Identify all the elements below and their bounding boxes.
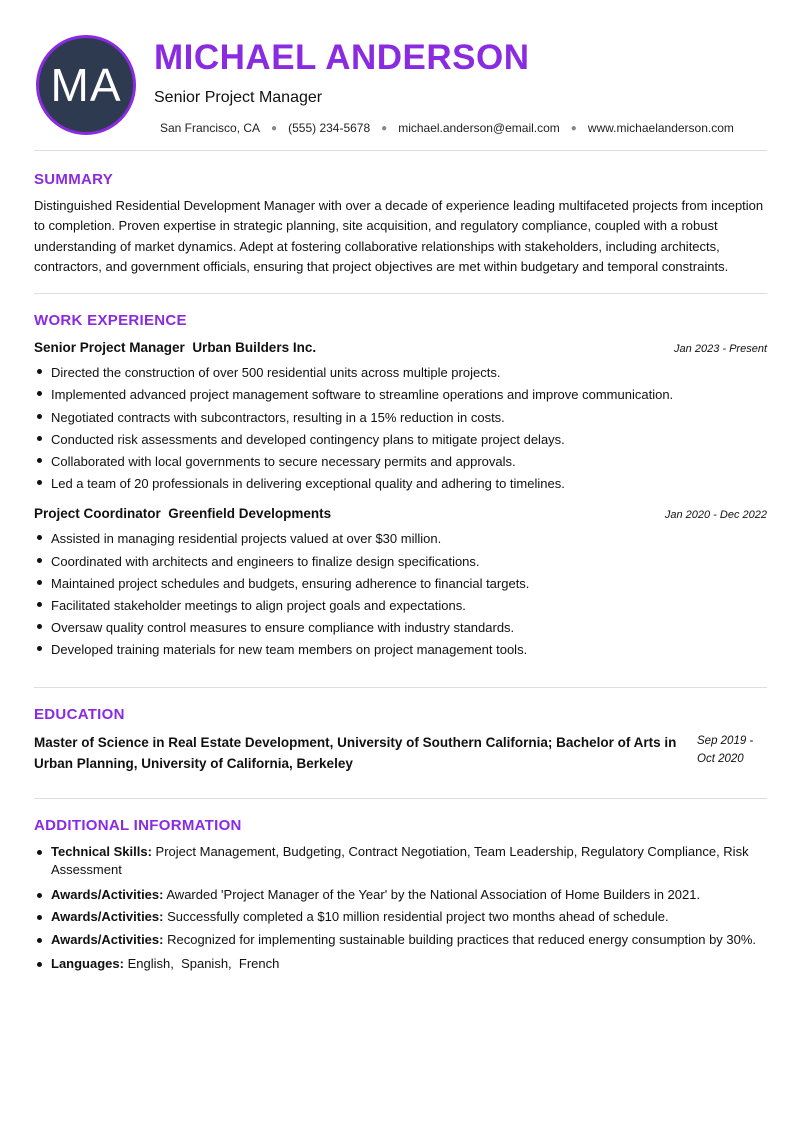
education-dates: Sep 2019 - Oct 2020 [697, 734, 754, 765]
job-role-line [34, 340, 316, 355]
section-heading: SUMMARY [34, 171, 114, 188]
job-role-line [34, 506, 331, 521]
list-item [34, 931, 767, 950]
job-role: Project Coordinator [34, 506, 161, 522]
item-label: Awards/Activities: [51, 931, 164, 947]
additional-list [34, 843, 767, 974]
experience-section [34, 294, 767, 686]
job-company: Greenfield Developments [168, 506, 332, 522]
list-item: Coordinated with architects and engineers to finalize design specifications. [34, 551, 767, 573]
summary-section [34, 151, 767, 293]
separator-dot-icon: ● [381, 122, 388, 134]
item-text: Recognized for implementing sustainable building practices that reduced energy consumption by 30%. [167, 931, 757, 947]
list-item: Maintained project schedules and budgets, ensuring adherence to financial targets. [34, 573, 767, 595]
separator-dot-icon: ● [271, 122, 278, 134]
candidate-title: Senior Project Manager [154, 89, 323, 106]
job-company: Urban Builders Inc. [192, 340, 317, 356]
job-bullets [34, 528, 767, 661]
list-item: Collaborated with local governments to secure necessary permits and approvals. [34, 451, 767, 473]
item-text: English, Spanish, French [127, 956, 280, 972]
summary-text: Distinguished Residential Development Manager with over a decade of experience leading multifaceted projects from inception to completion. Proven expertise in strategic planning, site acquisition, and regulatory compliance, coupled with a robust understanding of market dynamics. Adept at fostering collaborative relationships with stakeholders, including architects, contractors, and government officials, ensuring that project objectives are met within budgetary and temporal constraints. [34, 198, 764, 274]
job-header [34, 340, 767, 355]
item-label: Awards/Activities: [51, 886, 164, 902]
job-header [34, 506, 767, 521]
job-role: Senior Project Manager [34, 340, 185, 356]
separator-dot-icon: ● [570, 122, 577, 134]
education-entry [34, 732, 767, 774]
list-item: Oversaw quality control measures to ensure compliance with industry standards. [34, 617, 767, 639]
list-item [34, 955, 767, 974]
list-item [34, 886, 767, 905]
item-text: Successfully completed a $10 million residential project two months ahead of schedule. [167, 909, 669, 925]
candidate-name: MICHAEL ANDERSON [154, 38, 530, 77]
contact-website[interactable]: www.michaelanderson.com [587, 121, 734, 135]
contact-email[interactable]: michael.anderson@email.com [398, 121, 560, 135]
list-item [34, 843, 767, 880]
job-bullets [34, 362, 767, 495]
avatar-initials: MA [50, 59, 122, 111]
job-entry [34, 506, 767, 661]
job-dates: Jan 2020 - Dec 2022 [664, 509, 767, 522]
item-label: Awards/Activities: [51, 909, 164, 925]
item-label: Languages: [51, 956, 124, 972]
list-item [34, 908, 767, 927]
list-item: Led a team of 20 professionals in delivering exceptional quality and adhering to timelines. [34, 473, 767, 495]
contact-location: San Francisco, CA [160, 121, 261, 135]
job-entry [34, 340, 767, 495]
avatar [36, 35, 136, 135]
education-degree: Master of Science in Real Estate Development, University of Southern California; Bachelor of Arts in Urban Planning, University of California, Berkeley [34, 734, 677, 771]
list-item: Assisted in managing residential projects valued at over $30 million. [34, 528, 767, 550]
job-dates: Jan 2023 - Present [674, 343, 767, 356]
item-text: Project Management, Budgeting, Contract Negotiation, Team Leadership, Regulatory Compliance, Risk Assessment [51, 843, 749, 878]
list-item: Developed training materials for new team members on project management tools. [34, 639, 767, 661]
list-item: Facilitated stakeholder meetings to align project goals and expectations. [34, 595, 767, 617]
list-item: Implemented advanced project management software to streamline operations and improve communication. [34, 384, 767, 406]
resume-header [34, 0, 767, 150]
section-heading: ADDITIONAL INFORMATION [34, 816, 242, 834]
education-section [34, 688, 767, 798]
list-item: Directed the construction of over 500 residential units across multiple projects. [34, 362, 767, 384]
section-heading: EDUCATION [34, 705, 125, 723]
contact-phone: (555) 234-5678 [288, 121, 371, 135]
list-item: Conducted risk assessments and developed contingency plans to mitigate project delays. [34, 429, 767, 451]
contact-line [160, 121, 734, 135]
item-text: Awarded 'Project Manager of the Year' by the National Association of Home Builders in 2021. [166, 886, 701, 902]
additional-section [34, 799, 767, 974]
list-item: Negotiated contracts with subcontractors, resulting in a 15% reduction in costs. [34, 407, 767, 429]
item-label: Technical Skills: [51, 843, 152, 859]
section-heading: WORK EXPERIENCE [34, 312, 187, 330]
